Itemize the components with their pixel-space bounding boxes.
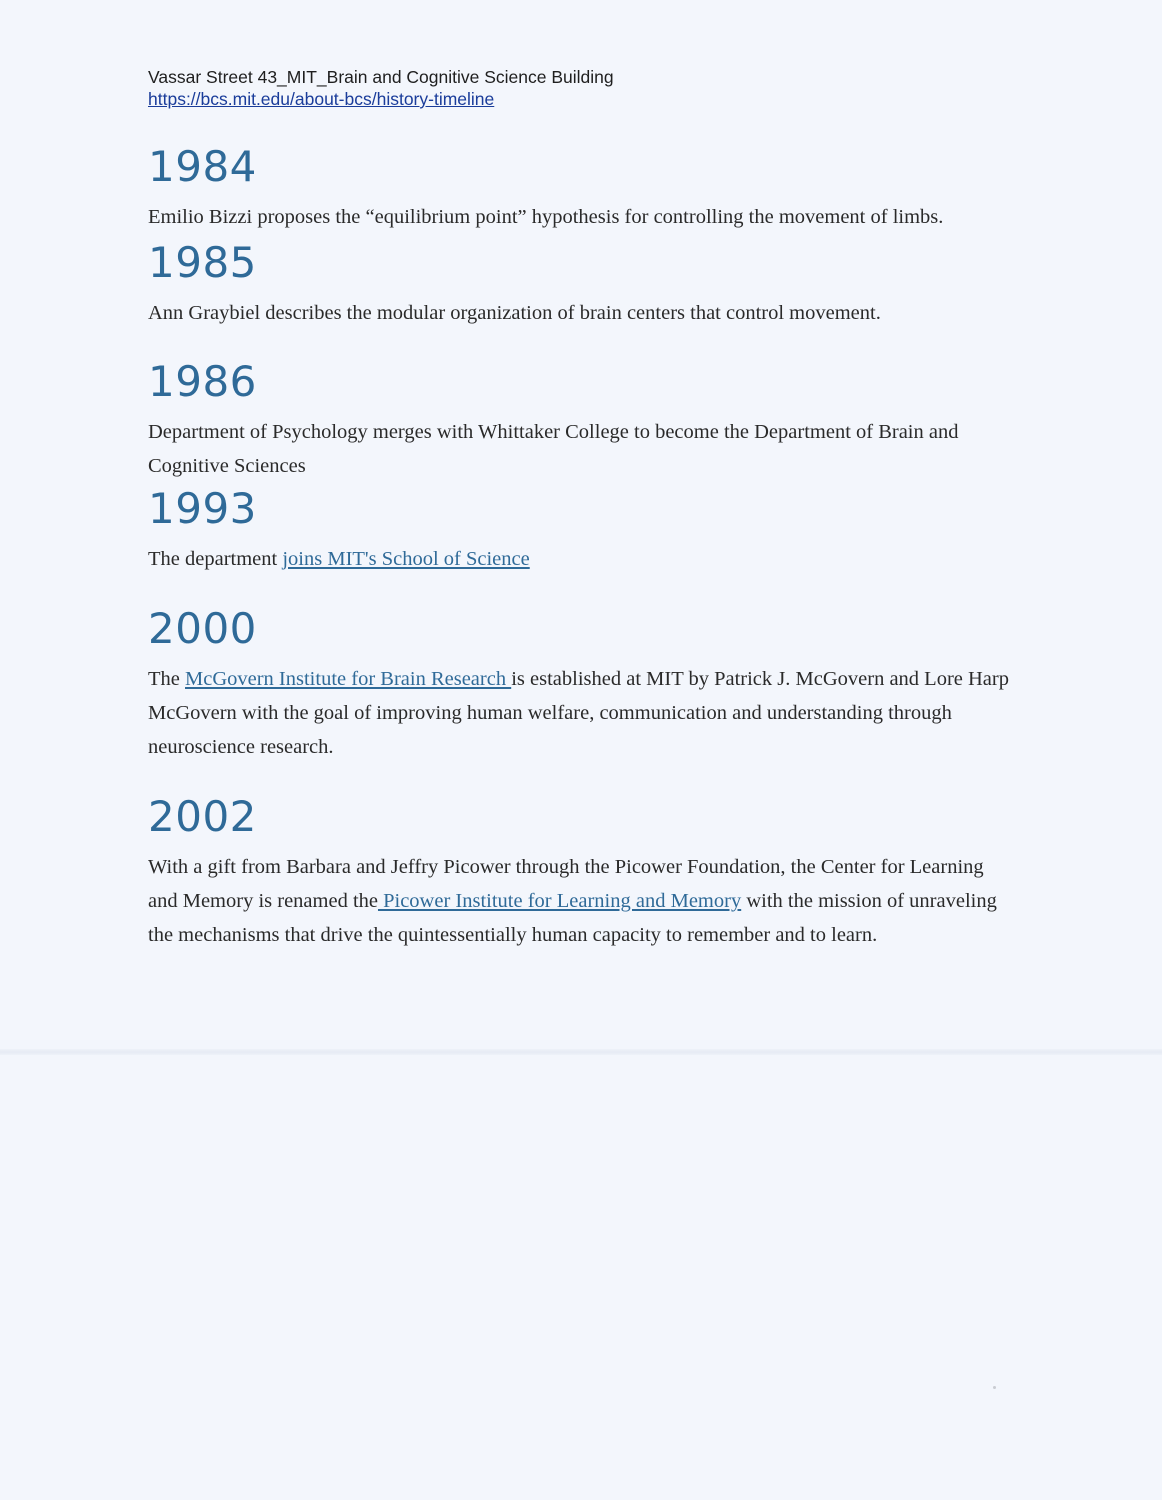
timeline-entry-2000: [148, 604, 1048, 764]
mcgovern-institute-link[interactable]: McGovern Institute for Brain Research: [185, 668, 512, 690]
year-heading: 2000: [148, 604, 257, 653]
document-title: Vassar Street 43_MIT_Brain and Cognitive Science Building: [148, 67, 614, 87]
entry-text: The: [148, 668, 185, 690]
entry-description: Emilio Bizzi proposes the “equilibrium point” hypothesis for controlling the movement of limbs.: [148, 206, 944, 228]
timeline-entry-1986: [148, 357, 1048, 483]
year-heading: 1985: [148, 238, 257, 287]
page-fold-line: [0, 1049, 1162, 1055]
picower-institute-link[interactable]: Picower Institute for Learning and Memory: [377, 890, 742, 912]
entry-description: Department of Psychology merges with Whittaker College to become the Department of Brain and Cognitive Sciences: [148, 421, 959, 477]
entry-text-continued: is established at MIT by Patrick J. McGovern and Lore Harp McGovern with the goal of improving human welfare, communication and understanding through neuroscience research.: [148, 668, 1009, 758]
year-heading: 2002: [148, 792, 257, 841]
document-header: [148, 66, 1048, 110]
timeline-entry-1993: [148, 484, 1048, 576]
entry-description: [148, 850, 1008, 952]
year-heading: 1984: [148, 142, 257, 191]
entry-text: The department: [148, 548, 283, 570]
year-heading: 1993: [148, 484, 257, 533]
school-of-science-link[interactable]: joins MIT's School of Science: [282, 548, 530, 570]
source-url-link[interactable]: https://bcs.mit.edu/about-bcs/history-timeline: [148, 89, 495, 109]
year-heading: 1986: [148, 357, 257, 406]
entry-description: [148, 542, 1048, 576]
entry-text: With a gift from Barbara and Jeffry Picower through the Picower Foundation, the Center for Learning and Memory is renamed the: [148, 856, 984, 912]
entry-text-continued: with the mission of unraveling the mechanisms that drive the quintessentially human capacity to remember and to learn.: [148, 890, 997, 946]
entry-description: Ann Graybiel describes the modular organization of brain centers that control movement.: [148, 302, 881, 324]
entry-description: [148, 662, 1018, 764]
timeline-entry-1985: [148, 238, 1048, 330]
scan-speck: [993, 1386, 996, 1389]
timeline-entry-1984: [148, 142, 1048, 234]
timeline-entry-2002: [148, 792, 1048, 952]
